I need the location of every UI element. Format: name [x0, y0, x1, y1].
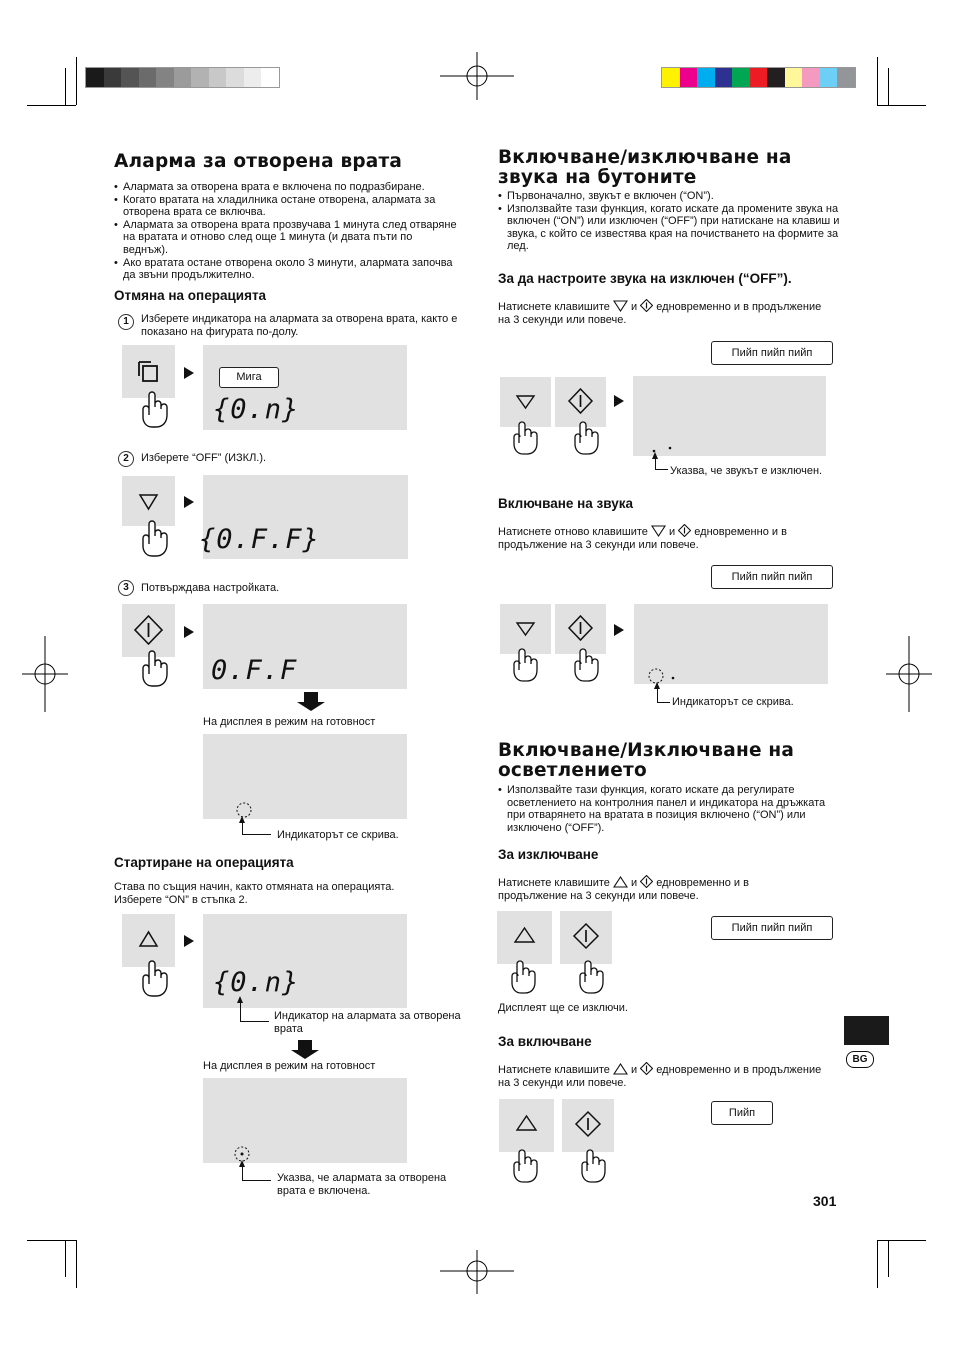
color-swatch [715, 68, 733, 87]
text-part: и [669, 526, 676, 538]
display-off-note: Дисплеят ще се изключи. [498, 1002, 628, 1014]
text-part: едновременно и в продължение на 3 секунди или повече. [498, 526, 787, 551]
standby-text: На дисплея в режим на готовност [203, 716, 376, 728]
display-panel [199, 475, 408, 559]
text-part: Натиснете клавишите [498, 877, 610, 889]
light-on-text [498, 1062, 828, 1089]
start-text: Става по същия начин, както отмяната на операцията. Изберете “ON” в стъпка 2. [114, 881, 395, 906]
color-swatch [820, 68, 838, 87]
gray-calibration-bar [85, 67, 280, 88]
bullet-item: • Използвайте тази функция, когато искате да регулирате осветлението на контролния панел и индикатора на дръжката при отварянето на вратата в позиция включено (“ON”) или изключено (“OFF”). [498, 784, 838, 834]
sound-off-heading: За да настроите звука на изключен (“OFF”). [498, 271, 792, 286]
up-press-icon [499, 1099, 554, 1177]
confirm-key[interactable] [562, 1099, 614, 1152]
down-key[interactable] [500, 377, 551, 427]
sound-off-note: Указва, че звукът е изключен. [670, 465, 823, 477]
confirm-icon [678, 524, 691, 537]
confirm-icon [640, 299, 653, 312]
confirm-press-icon [560, 911, 612, 989]
down-press-icon [122, 476, 175, 551]
step-3-text: Потвърждава настройката. [141, 582, 280, 594]
lcd-off-blinking: {0.F.F} [199, 524, 320, 555]
beep-bubble: Пийп пийп пийп [711, 565, 833, 589]
up-key[interactable] [497, 911, 552, 964]
display-panel [203, 734, 407, 819]
section-tab [844, 1016, 889, 1045]
alarm-on-note: Указва, че алармата за отворена врата е включена. [277, 1172, 447, 1197]
door-alarm-key[interactable] [122, 345, 175, 398]
step-3-number: 3 [118, 580, 134, 596]
light-on-heading: За включване [498, 1034, 592, 1049]
indicator-hidden-note: Индикаторът се скрива. [672, 696, 794, 708]
bullet-item: • Когато вратата на хладилника остане отворена, алармата за отворена врата се включва. [114, 194, 459, 219]
color-calibration-bar [661, 67, 856, 88]
indicator-hidden-note: Индикаторът се скрива. [277, 829, 399, 841]
color-swatch [680, 68, 698, 87]
down-arrow-icon [298, 1040, 312, 1050]
confirm-key[interactable] [555, 377, 606, 427]
confirm-press-icon [555, 377, 606, 449]
next-arrow [184, 496, 194, 508]
down-key[interactable] [500, 604, 551, 654]
door-alarm-press-icon [122, 345, 175, 427]
confirm-press-icon [562, 1099, 614, 1177]
down-press-icon [500, 377, 551, 449]
color-swatch [121, 68, 139, 87]
beep-bubble: Пийп [711, 1101, 773, 1125]
color-swatch [785, 68, 803, 87]
text-part: едновременно и в продължение на 3 секунди или повече. [498, 1064, 822, 1089]
start-heading: Стартиране на операцията [114, 855, 294, 870]
lcd-on-blinking: {0.n} [213, 394, 300, 425]
leader-line [242, 822, 271, 835]
color-swatch [104, 68, 122, 87]
leader-line [242, 1166, 271, 1181]
up-key[interactable] [499, 1099, 554, 1152]
step-1-number: 1 [118, 314, 134, 330]
lcd-off: 0.F.F [211, 655, 298, 686]
confirm-press-icon [555, 604, 606, 676]
confirm-key[interactable] [122, 604, 175, 657]
color-swatch [802, 68, 820, 87]
color-swatch [174, 68, 192, 87]
door-alarm-bullets [114, 181, 459, 282]
confirm-key[interactable] [560, 911, 612, 964]
display-panel [203, 345, 407, 430]
text-part: Натиснете клавишите [498, 1064, 610, 1076]
down-key[interactable] [122, 476, 175, 526]
beep-bubble: Пийп пийп пийп [711, 916, 833, 940]
up-press-icon [122, 914, 175, 992]
next-arrow [614, 624, 624, 636]
confirm-icon [640, 875, 653, 888]
color-swatch [662, 68, 680, 87]
step-1-text: Изберете индикатора на алармата за отворена врата, както е показано на фигурата по-долу. [141, 313, 458, 338]
bullet-item: • Използвайте тази функция, когато искате да промените звука на включен (“ON”) или изключен (“OFF”) при натискане на клавиш и звука, с който се известява края на почистването на формите за лед. [498, 203, 843, 253]
color-swatch [226, 68, 244, 87]
language-badge: BG [846, 1051, 874, 1068]
up-press-icon [497, 911, 552, 989]
color-swatch [191, 68, 209, 87]
blink-label: Мига [219, 367, 279, 388]
bullet-item: • Алармата за отворена врата е включена по подразбиране. [114, 181, 459, 194]
text-part: Натиснете клавишите [498, 301, 610, 313]
confirm-key[interactable] [555, 604, 606, 654]
down-arrow-icon [304, 692, 318, 702]
display-panel [633, 376, 826, 456]
display-panel [203, 604, 407, 689]
confirm-icon [640, 1062, 653, 1075]
step-2-number: 2 [118, 451, 134, 467]
confirm-press-icon [122, 604, 175, 682]
color-swatch [156, 68, 174, 87]
step-2-text: Изберете “OFF” (ИЗКЛ.). [141, 452, 267, 464]
lcd-on: {0.n} [213, 967, 300, 998]
door-alarm-title: Аларма за отворена врата [114, 151, 403, 172]
next-arrow [614, 395, 624, 407]
color-swatch [139, 68, 157, 87]
display-panel [203, 1078, 407, 1163]
light-off-text [498, 875, 798, 902]
down-press-icon [500, 604, 551, 676]
next-arrow [184, 935, 194, 947]
next-arrow [184, 626, 194, 638]
down-icon [613, 300, 628, 312]
sound-on-heading: Включване на звука [498, 496, 633, 511]
color-swatch [261, 68, 279, 87]
light-off-heading: За изключване [498, 847, 599, 862]
bullet-item: • Първоначално, звукът е включен (“ON”). [498, 190, 843, 203]
down-icon [651, 525, 666, 537]
leader-line [655, 458, 668, 470]
light-title: Включване/Изключване на осветлението [498, 740, 795, 781]
page-number: 301 [813, 1193, 837, 1209]
display-panel [634, 604, 828, 684]
text-part: и [631, 877, 638, 889]
up-key[interactable] [122, 914, 175, 967]
beep-bubble: Пийп пийп пийп [711, 341, 833, 365]
up-icon [613, 1063, 628, 1075]
color-swatch [86, 68, 104, 87]
text-part: и [631, 301, 638, 313]
color-swatch [209, 68, 227, 87]
color-swatch [732, 68, 750, 87]
light-bullets [498, 784, 838, 834]
alarm-indicator-note: Индикатор на алармата за отворена врата [274, 1010, 461, 1035]
text-part: едновременно и в продължение на 3 секунди или повече. [498, 877, 749, 902]
sound-title: Включване/изключване на звука на бутоните [498, 147, 792, 188]
up-icon [613, 876, 628, 888]
cancel-heading: Отмяна на операцията [114, 288, 267, 303]
display-panel [203, 914, 407, 1008]
leader-line [657, 688, 670, 703]
sound-on-text [498, 524, 828, 551]
leader-line [240, 1002, 269, 1022]
color-swatch [750, 68, 768, 87]
color-swatch [837, 68, 855, 87]
bullet-item: • Ако вратата остане отворена около 3 минути, алармата започва да звъни продължително. [114, 257, 459, 282]
color-swatch [697, 68, 715, 87]
next-arrow [184, 367, 194, 379]
color-swatch [767, 68, 785, 87]
sound-bullets [498, 190, 843, 253]
color-swatch [244, 68, 262, 87]
sound-off-text [498, 299, 828, 326]
text-part: Натиснете отново клавишите [498, 526, 648, 538]
bullet-item: • Алармата за отворена врата прозвучава 1 минута след отваряне на вратата и отново след още 1 минута (и двата пъти по веднъж). [114, 219, 459, 257]
text-part: едновременно и в продължение на 3 секунди или повече. [498, 301, 822, 326]
standby-text: На дисплея в режим на готовност [203, 1060, 376, 1072]
text-part: и [631, 1064, 638, 1076]
